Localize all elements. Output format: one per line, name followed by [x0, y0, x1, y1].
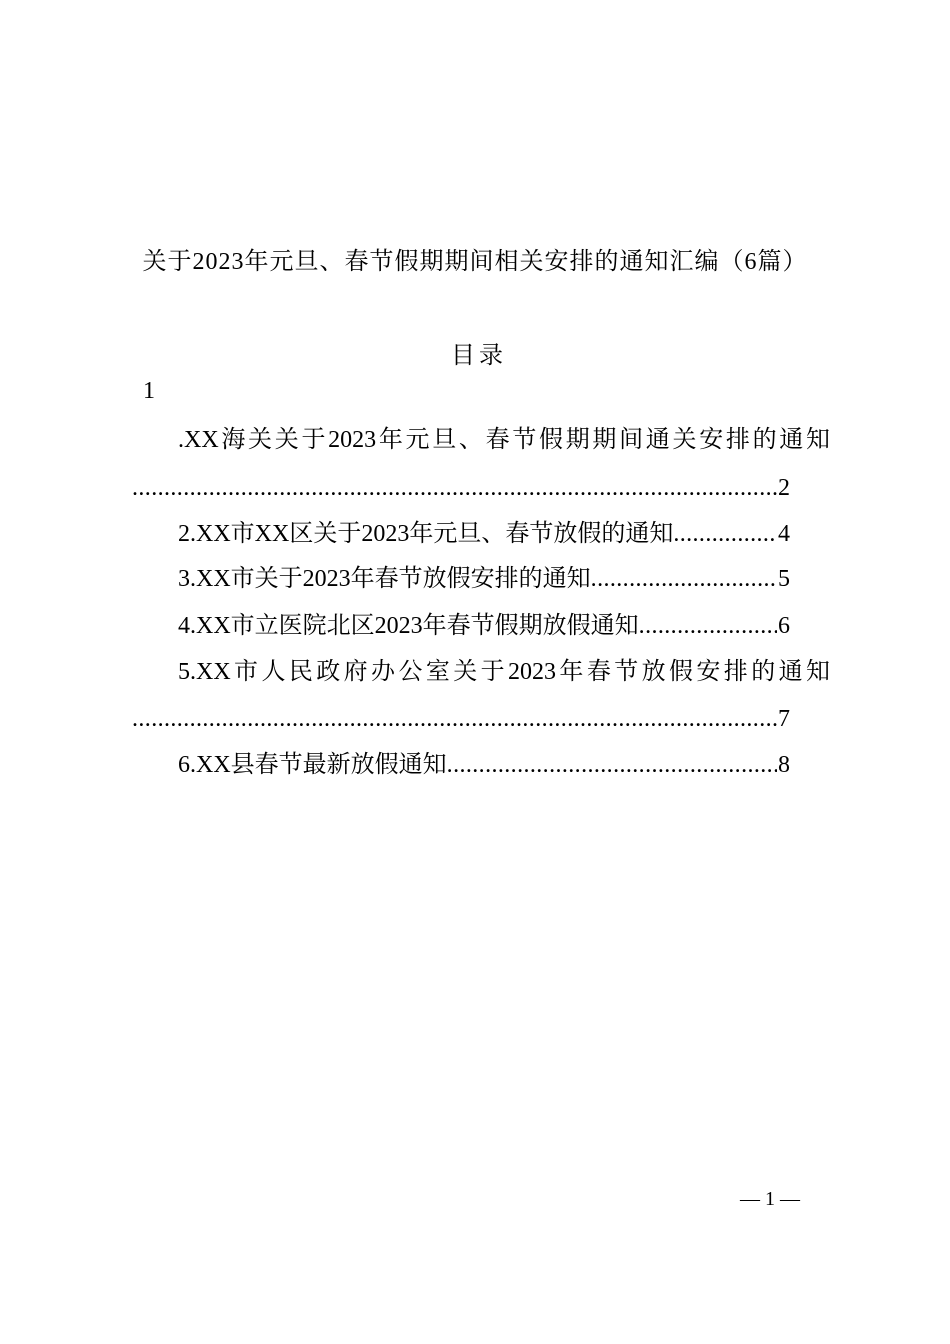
- toc-entry-6-page: 8: [778, 752, 790, 778]
- toc-entry-4-page: 6: [778, 613, 790, 639]
- toc-entry-1-leader[interactable]: [132, 472, 790, 504]
- toc-entry-3[interactable]: [178, 563, 790, 595]
- toc-first-number: 1: [143, 378, 155, 404]
- toc-entry-5-text[interactable]: 5.XX市人民政府办公室关于2023年春节放假安排的通知: [178, 659, 830, 685]
- toc-entry-6[interactable]: [178, 749, 790, 781]
- toc-heading: 目录: [451, 343, 507, 369]
- toc-entry-6-text: 6.XX县春节最新放假通知: [178, 752, 447, 778]
- toc-entry-3-page: 5: [778, 566, 790, 592]
- toc-entry-4[interactable]: [178, 610, 790, 642]
- toc-entry-4-text: 4.XX市立医院北区2023年春节假期放假通知: [178, 613, 639, 639]
- toc-entry-2[interactable]: [178, 518, 790, 550]
- page-number-footer: — 1 —: [740, 1188, 800, 1210]
- dot-leader: [447, 749, 777, 781]
- document-title: 关于2023年元旦、春节假期期间相关安排的通知汇编（6篇）: [142, 249, 808, 275]
- toc-entry-1-text[interactable]: .XX海关关于2023年元旦、春节假期期间通关安排的通知: [178, 427, 830, 453]
- dot-leader: [673, 518, 777, 550]
- dot-leader: [639, 610, 777, 642]
- toc-entry-5-leader[interactable]: [132, 703, 790, 735]
- dot-leader: [591, 563, 777, 595]
- toc-entry-3-text: 3.XX市关于2023年春节放假安排的通知: [178, 566, 591, 592]
- toc-entry-5-page: 7: [778, 706, 790, 732]
- toc-entry-2-text: 2.XX市XX区关于2023年元旦、春节放假的通知: [178, 521, 674, 547]
- toc-entry-2-page: 4: [778, 521, 790, 547]
- dot-leader: [132, 472, 777, 504]
- dot-leader: [132, 703, 777, 735]
- toc-entry-1-page: 2: [778, 475, 790, 501]
